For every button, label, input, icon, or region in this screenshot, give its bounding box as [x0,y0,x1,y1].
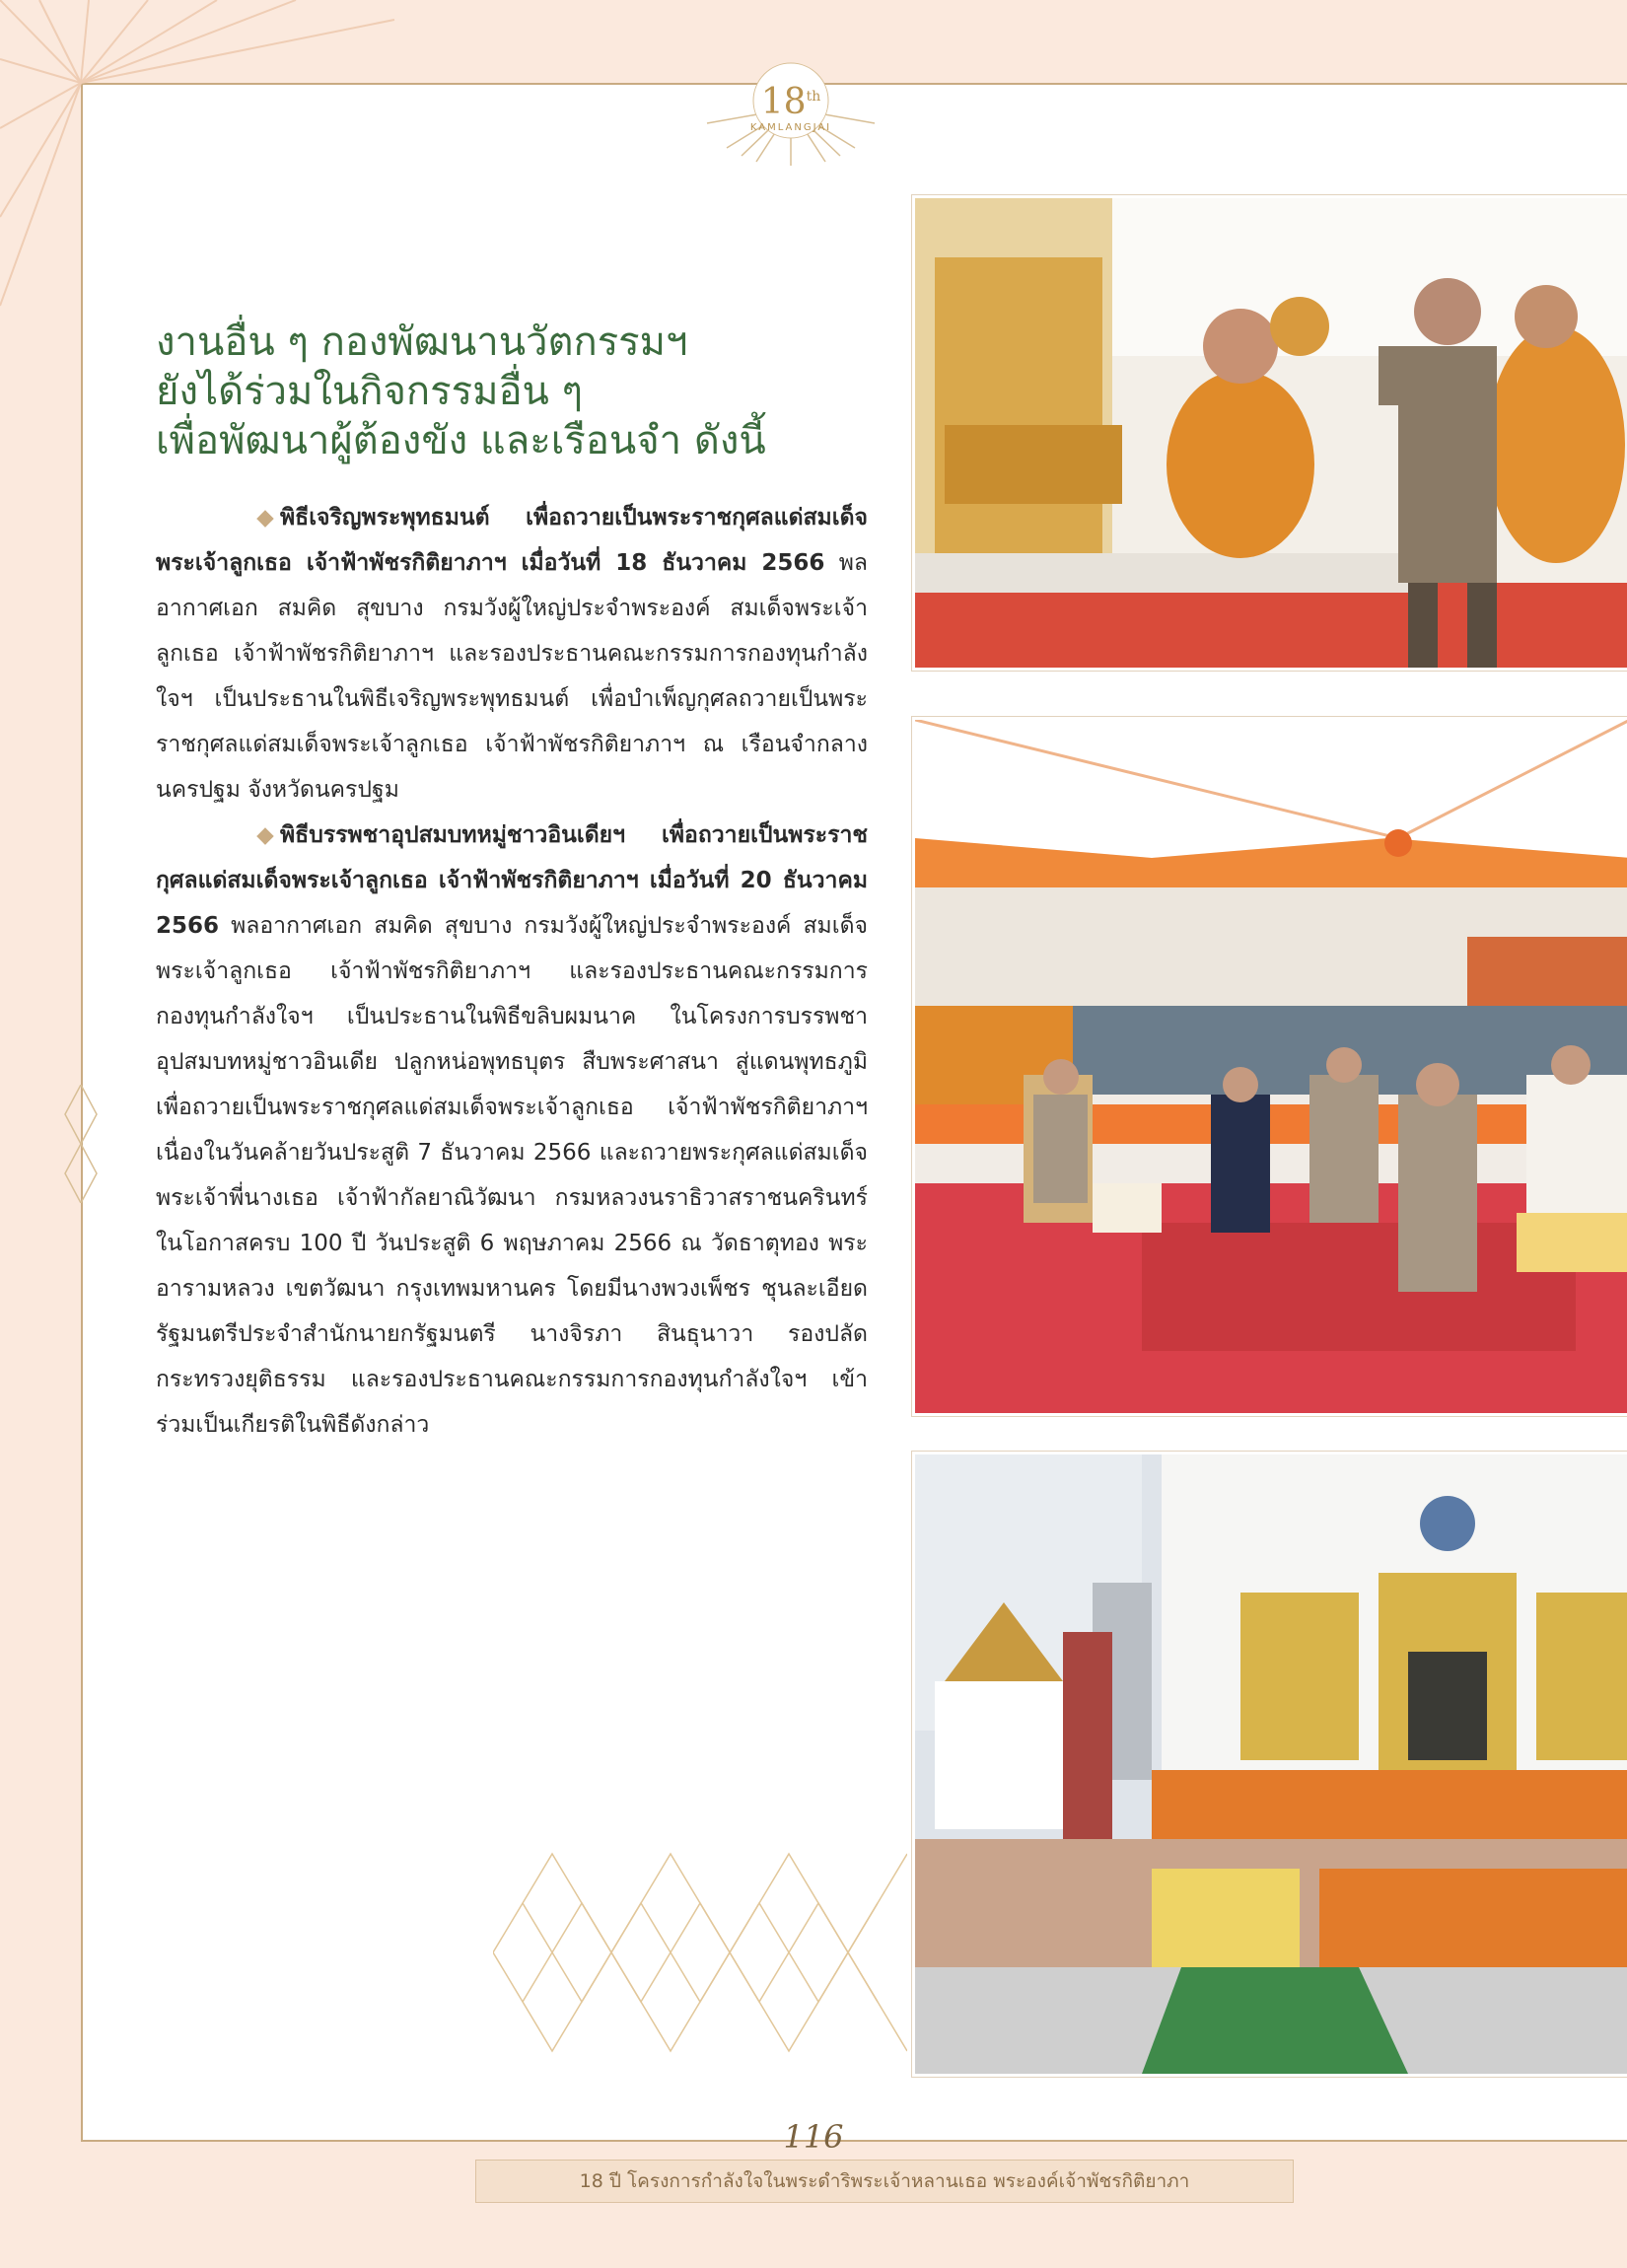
heading-line-1: งานอื่น ๆ กองพัฒนานวัตกรรมฯ [156,319,688,365]
page-number: 116 [783,2118,844,2156]
lattice-ornament [493,1834,907,2071]
heading-line-3: เพื่อพัฒนาผู้ต้องขัง และเรือนจำ ดังนี้ [156,418,766,463]
paragraph-1-lead: พิธีเจริญพระพุทธมนต์ เพื่อถวายเป็นพระราชกุศลแด่สมเด็จพระเจ้าลูกเธอ เจ้าฟ้าพัชรกิติยาภาฯ เมื่อวันที่ 18 ธันวาคม 2566 [156,505,868,576]
paragraph-2-lead: พิธีบรรพชาอุปสมบทหมู่ชาวอินเดียฯ เพื่อถวายเป็นพระราชกุศลแด่สมเด็จพระเจ้าลูกเธอ เจ้าฟ้าพัชรกิติยาภาฯ เมื่อวันที่ 20 ธันวาคม 2566 [156,822,868,939]
article-body [156,495,868,1448]
logo-superscript: th [806,89,821,105]
side-diamond-ornament [61,1085,101,1203]
footer-banner: 18 ปี โครงการกำลังใจในพระดำริพระเจ้าหลานเธอ พระองค์เจ้าพัชรกิติยาภา [475,2160,1294,2203]
diamond-bullet-icon: ◆ [256,822,274,848]
logo [697,57,884,166]
photo-temple-group [912,1452,1627,2077]
section-heading [156,318,905,465]
diamond-bullet-icon: ◆ [256,505,274,531]
paragraph-1-text: พลอากาศเอก สมคิด สุขบาง กรมวังผู้ใหญ่ประจำพระองค์ สมเด็จพระเจ้าลูกเธอ เจ้าฟ้าพัชรกิติยาภาฯ และรองประธานคณะกรรมการกองทุนกำลังใจฯ เป็นประธานในพิธีเจริญพระพุทธมนต์ เพื่อบำเพ็ญกุศลถวายเป็นพระราชกุศลแด่สมเด็จพระเจ้าลูกเธอ เจ้าฟ้าพัชรกิติยาภาฯ ณ เรือนจำกลางนครปฐม จังหวัดนครปฐม [156,550,868,803]
logo-word: KAMLANGJAI [749,122,832,133]
logo-number: 18 [760,82,807,122]
paragraph-1 [156,495,868,813]
heading-line-2: ยังได้ร่วมในกิจกรรมอื่น ๆ [156,369,584,414]
photo-hair-cutting-ceremony [912,717,1627,1416]
photo-chanting-ceremony [912,195,1627,671]
sunburst-ornament [0,0,414,316]
paragraph-2 [156,813,868,1448]
paragraph-2-text: พลอากาศเอก สมคิด สุขบาง กรมวังผู้ใหญ่ประจำพระองค์ สมเด็จพระเจ้าลูกเธอ เจ้าฟ้าพัชรกิติยาภาฯ และรองประธานคณะกรรมการกองทุนกำลังใจฯ เป็นประธานในพิธีขลิบผมนาค ในโครงการบรรพชาอุปสมบทหมู่ชาวอินเดีย ปลูกหน่อพุทธบุตร สืบพระศาสนา สู่แดนพุทธภูมิ เพื่อถวายเป็นพระราชกุศลแด่สมเด็จพระเจ้าลูกเธอ เจ้าฟ้าพัชรกิติยาภาฯ เนื่องในวันคล้ายวันประสูติ 7 ธันวาคม 2566 และถวายพระกุศลแด่สมเด็จพระเจ้าพี่นางเธอ เจ้าฟ้ากัลยาณิวัฒนา กรมหลวงนราธิวาสราชนครินทร์ ในโอกาสครบ 100 ปี วันประสูติ 6 พฤษภาคม 2566 ณ วัดธาตุทอง พระอารามหลวง เขตวัฒนา กรุงเทพมหานคร โดยมีนางพวงเพ็ชร ชุนละเอียด รัฐมนตรีประจำสำนักนายกรัฐมนตรี นางจิรภา สินธุนาวา รองปลัดกระทรวงยุติธรรม และรองประธานคณะกรรมการกองทุนกำลังใจฯ เข้าร่วมเป็นเกียรติในพิธีดังกล่าว [156,913,868,1438]
